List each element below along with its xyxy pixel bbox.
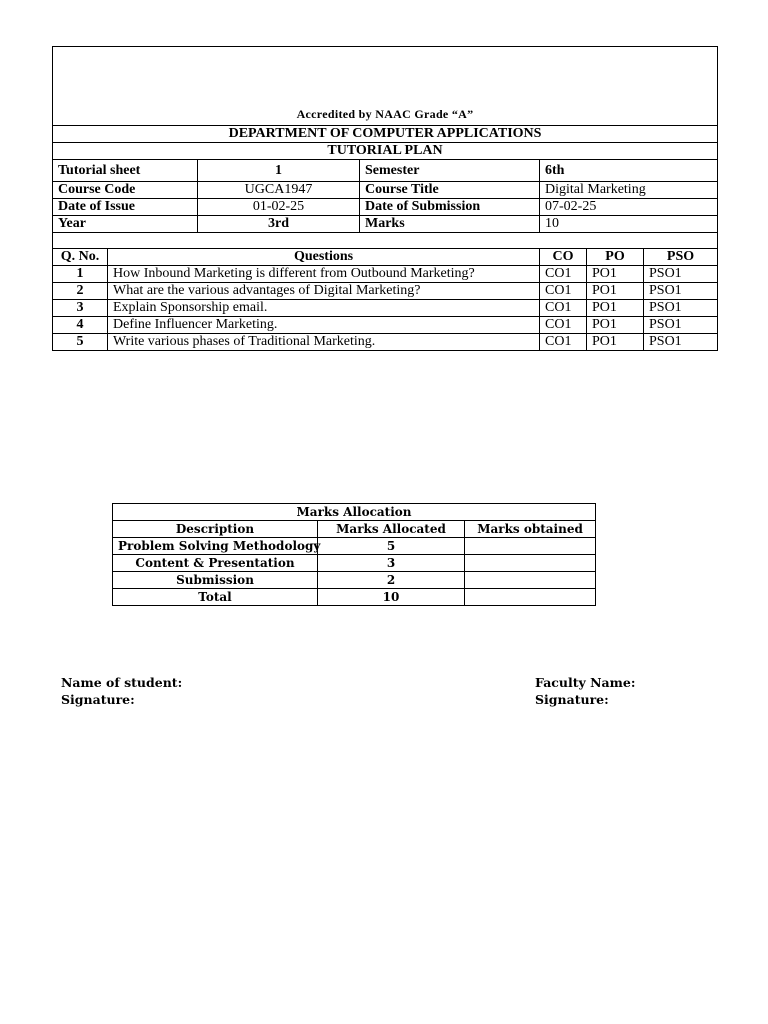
faculty-signature-label: Signature: xyxy=(535,692,609,707)
student-signature-label: Signature: xyxy=(61,692,135,707)
marks-allocated: 10 xyxy=(318,589,465,606)
tutorial-sheet-label: Tutorial sheet xyxy=(53,160,198,182)
question-po: PO1 xyxy=(587,317,644,334)
year-label: Year xyxy=(53,216,198,233)
question-text: Explain Sponsorship email. xyxy=(108,300,540,317)
marks-row xyxy=(113,589,596,606)
marks-allocated: 3 xyxy=(318,555,465,572)
question-po: PO1 xyxy=(587,266,644,283)
semester-value: 6th xyxy=(540,160,718,182)
year-value: 3rd xyxy=(198,216,360,233)
marks-row xyxy=(113,572,596,589)
pso-header: PSO xyxy=(644,249,718,266)
question-row xyxy=(53,266,718,283)
marks-obtained xyxy=(465,572,596,589)
faculty-name-label: Faculty Name: xyxy=(535,675,636,690)
question-co: CO1 xyxy=(540,266,587,283)
course-title-value: Digital Marketing xyxy=(540,182,718,199)
marks-description: Total xyxy=(113,589,318,606)
date-of-submission-value: 07-02-25 xyxy=(540,199,718,216)
marks-allocation-title: Marks Allocation xyxy=(113,504,596,521)
marks-description: Content & Presentation xyxy=(113,555,318,572)
question-number: 2 xyxy=(53,283,108,300)
marks-row xyxy=(113,538,596,555)
student-name-label: Name of student: xyxy=(61,675,183,690)
question-po: PO1 xyxy=(587,300,644,317)
question-pso: PSO1 xyxy=(644,317,718,334)
spacer-row xyxy=(53,233,718,249)
faculty-signature-block xyxy=(535,674,635,708)
question-row xyxy=(53,317,718,334)
marks-description: Submission xyxy=(113,572,318,589)
marks-allocation-table xyxy=(112,503,596,606)
semester-label: Semester xyxy=(360,160,540,182)
course-title-label: Course Title xyxy=(360,182,540,199)
question-row xyxy=(53,334,718,351)
question-text: What are the various advantages of Digital Marketing? xyxy=(108,283,540,300)
question-text: Write various phases of Traditional Marketing. xyxy=(108,334,540,351)
questions-header: Questions xyxy=(108,249,540,266)
date-of-issue-label: Date of Issue xyxy=(53,199,198,216)
question-text: How Inbound Marketing is different from Outbound Marketing? xyxy=(108,266,540,283)
marks-obtained xyxy=(465,538,596,555)
marks-value: 10 xyxy=(540,216,718,233)
question-pso: PSO1 xyxy=(644,266,718,283)
department-title: DEPARTMENT OF COMPUTER APPLICATIONS xyxy=(53,126,718,143)
question-pso: PSO1 xyxy=(644,283,718,300)
marks-description: Problem Solving Methodology xyxy=(113,538,318,555)
qno-header: Q. No. xyxy=(53,249,108,266)
student-signature-block xyxy=(61,674,182,708)
tutorial-sheet-value: 1 xyxy=(198,160,360,182)
question-co: CO1 xyxy=(540,283,587,300)
question-number: 3 xyxy=(53,300,108,317)
course-code-value: UGCA1947 xyxy=(198,182,360,199)
question-co: CO1 xyxy=(540,300,587,317)
question-number: 5 xyxy=(53,334,108,351)
question-pso: PSO1 xyxy=(644,300,718,317)
tutorial-plan-table xyxy=(52,46,718,351)
marks-obtained-header: Marks obtained xyxy=(465,521,596,538)
question-co: CO1 xyxy=(540,317,587,334)
marks-obtained xyxy=(465,555,596,572)
plan-title: TUTORIAL PLAN xyxy=(53,143,718,160)
question-po: PO1 xyxy=(587,283,644,300)
marks-allocated: 2 xyxy=(318,572,465,589)
accreditation-text: Accredited by NAAC Grade “A” xyxy=(296,107,474,121)
question-number: 1 xyxy=(53,266,108,283)
description-header: Description xyxy=(113,521,318,538)
date-of-issue-value: 01-02-25 xyxy=(198,199,360,216)
question-po: PO1 xyxy=(587,334,644,351)
header-cell xyxy=(53,47,718,126)
marks-allocated-header: Marks Allocated xyxy=(318,521,465,538)
question-row xyxy=(53,300,718,317)
course-code-label: Course Code xyxy=(53,182,198,199)
question-number: 4 xyxy=(53,317,108,334)
po-header: PO xyxy=(587,249,644,266)
question-pso: PSO1 xyxy=(644,334,718,351)
co-header: CO xyxy=(540,249,587,266)
question-text: Define Influencer Marketing. xyxy=(108,317,540,334)
date-of-submission-label: Date of Submission xyxy=(360,199,540,216)
marks-label: Marks xyxy=(360,216,540,233)
marks-allocated: 5 xyxy=(318,538,465,555)
question-co: CO1 xyxy=(540,334,587,351)
marks-row xyxy=(113,555,596,572)
marks-obtained xyxy=(465,589,596,606)
question-row xyxy=(53,283,718,300)
